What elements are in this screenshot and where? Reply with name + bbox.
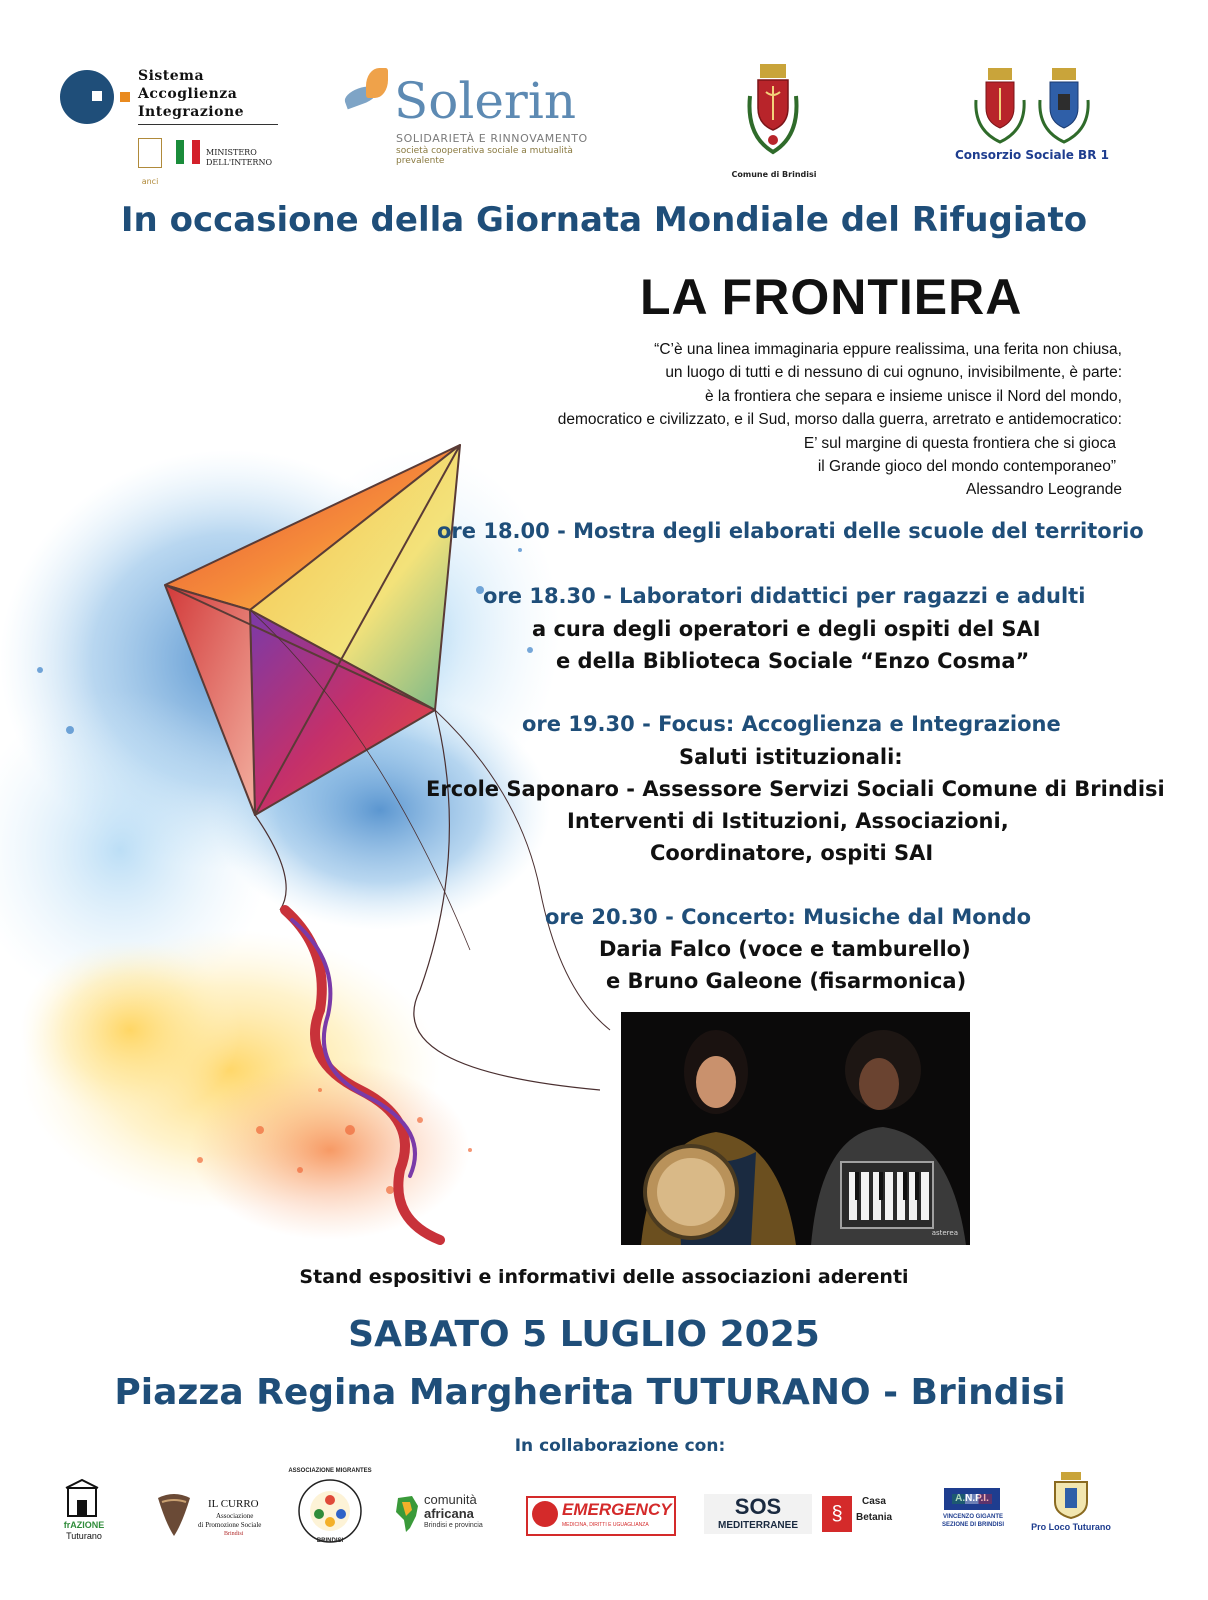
emergency-sub: MEDICINA, DIRITTI E UGUAGLIANZA: [562, 1522, 649, 1528]
africana-line: africana: [424, 1506, 474, 1521]
consorzio-logo: [952, 64, 1112, 174]
frazione-sub: Tuturano: [66, 1531, 102, 1541]
migranti-city: BRINDISI: [316, 1538, 344, 1544]
event-2-line: e della Biblioteca Sociale “Enzo Cosma”: [556, 649, 1030, 673]
event-3-heading: ore 19.30 - Focus: Accoglienza e Integrazione: [522, 712, 1061, 736]
quote-line: E’ sul margine di questa frontiera che si gioca: [803, 434, 1116, 452]
photo-logo: asterea: [931, 1229, 958, 1237]
anpi-name: A.N.P.I.: [944, 1488, 1000, 1510]
sai-square-icon: [120, 92, 130, 102]
tower-icon: [62, 1478, 102, 1518]
ministry-label: MINISTERO DELL'INTERNO: [206, 148, 272, 167]
partner-sos-logo: [704, 1494, 812, 1534]
quote-line: è la frontiera che separa e insieme unisce il Nord del mondo,: [704, 387, 1122, 405]
page-title: LA FRONTIERA: [640, 269, 1023, 325]
anci-label: anci: [141, 177, 159, 186]
curro-name: IL CURRO: [208, 1498, 259, 1510]
sos-sub: MEDITERRANEE: [717, 1520, 798, 1531]
sai-logo: [60, 62, 290, 186]
solerin-subtitle: SOLIDARIETÀ E RINNOVAMENTO: [396, 132, 588, 145]
partner-anpi-logo: [938, 1488, 1008, 1558]
betania-line: Casa: [862, 1496, 886, 1507]
partner-frazione-logo: [52, 1468, 112, 1541]
partner-betania-logo: [822, 1492, 912, 1542]
kite-illustration: [0, 430, 640, 1290]
partner-emergency-logo: [526, 1496, 676, 1536]
sai-line-3: Integrazione: [138, 104, 245, 120]
event-3-line: Saluti istituzionali:: [679, 745, 903, 769]
emergency-name: EMERGENCY: [562, 1500, 672, 1519]
event-2-heading: ore 18.30 - Laboratori didattici per ragazzi e adulti: [483, 584, 1086, 608]
sai-line-1: Sistema: [138, 68, 205, 84]
proloco-name: Pro Loco Tuturano: [1031, 1522, 1111, 1532]
partner-curro-logo: [152, 1468, 302, 1548]
migranti-circle-icon: [297, 1478, 363, 1544]
partner-proloco-logo: [1026, 1468, 1116, 1538]
curro-sub: di Promozione Sociale: [198, 1521, 262, 1529]
spinning-top-icon: [152, 1490, 196, 1540]
quote-line: “C’è una linea immaginaria eppure realissima, una ferita non chiusa,: [654, 341, 1122, 358]
collaboration-label: In collaborazione con:: [514, 1436, 726, 1456]
emergency-icon: [532, 1501, 558, 1527]
sai-circle-icon: [60, 70, 114, 124]
event-4-line: Daria Falco (voce e tamburello): [599, 937, 971, 961]
migranti-name: ASSOCIAZIONE MIGRANTES: [288, 1468, 372, 1474]
event-4-heading: ore 20.30 - Concerto: Musiche dal Mondo: [545, 905, 1032, 929]
partner-africana-logo: [392, 1468, 502, 1538]
sos-name: SOS: [734, 1494, 782, 1519]
italian-flag-icon: [176, 140, 200, 164]
brindisi-crest-icon: [744, 56, 802, 156]
brindisi-label: Comune di Brindisi: [731, 170, 817, 179]
solerin-tagline: società cooperativa sociale a mutualità prevalente: [396, 146, 573, 166]
quote-author: Alessandro Leogrande: [966, 481, 1122, 499]
event-date: SABATO 5 LUGLIO 2025: [348, 1314, 820, 1355]
event-4-line: e Bruno Galeone (fisarmonica): [606, 969, 967, 993]
leaf-icon: [366, 68, 388, 98]
partner-migranti-logo: [288, 1468, 372, 1548]
sai-divider: [138, 124, 278, 125]
africa-map-icon: [392, 1494, 422, 1534]
stand-note: Stand espositivi e informativi delle associazioni aderenti: [299, 1266, 909, 1288]
anpi-sub: SEZIONE DI BRINDISI: [941, 1522, 1004, 1528]
curro-sub: Associazione: [216, 1512, 254, 1520]
event-3-line: Coordinatore, ospiti SAI: [650, 841, 934, 865]
quote-line: un luogo di tutti e di nessuno di cui ognuno, invisibilmente, è parte:: [665, 364, 1122, 382]
anpi-sub: VINCENZO GIGANTE: [942, 1514, 1003, 1520]
musicians-image: [621, 1012, 970, 1245]
event-3-line: Interventi di Istituzioni, Associazioni,: [567, 809, 1009, 833]
proloco-crest-icon: [1051, 1472, 1091, 1520]
consorzio-crests-icon: [972, 64, 1092, 144]
event-2-line: a cura degli operatori e degli ospiti del SAI: [532, 617, 1041, 641]
curro-sub: Brindisi: [224, 1531, 244, 1537]
event-3-line: Ercole Saponaro - Assessore Servizi Sociali Comune di Brindisi: [426, 777, 1165, 801]
event-1-heading: ore 18.00 - Mostra degli elaborati delle scuole del territorio: [437, 519, 1144, 543]
anci-logo: [138, 138, 162, 186]
solerin-name: Solerin: [394, 72, 577, 130]
frazione-label: frAZIONE: [63, 1520, 105, 1530]
quote-line: il Grande gioco del mondo contemporaneo”: [817, 458, 1116, 476]
betania-line: Betania: [856, 1512, 893, 1523]
consorzio-label: Consorzio Sociale BR 1: [955, 148, 1109, 162]
solerin-logo: [344, 66, 604, 166]
africana-line: comunità: [424, 1492, 477, 1507]
performers-photo: [621, 1012, 970, 1245]
event-place: Piazza Regina Margherita TUTURANO - Brindisi: [114, 1372, 1066, 1413]
africana-sub: Brindisi e provincia: [424, 1522, 483, 1529]
betania-icon: §: [822, 1496, 852, 1532]
sai-line-2: Accoglienza: [138, 86, 238, 102]
intro-heading: In occasione della Giornata Mondiale del Rifugiato: [120, 200, 1088, 240]
quote-line: democratico e civilizzato, e il Sud, morso dalla guerra, arretrato e antidemocratico:: [557, 411, 1122, 429]
partner-logos: [40, 1468, 1170, 1578]
anpi-flag-icon: [952, 1494, 992, 1504]
brindisi-logo: [724, 56, 824, 186]
